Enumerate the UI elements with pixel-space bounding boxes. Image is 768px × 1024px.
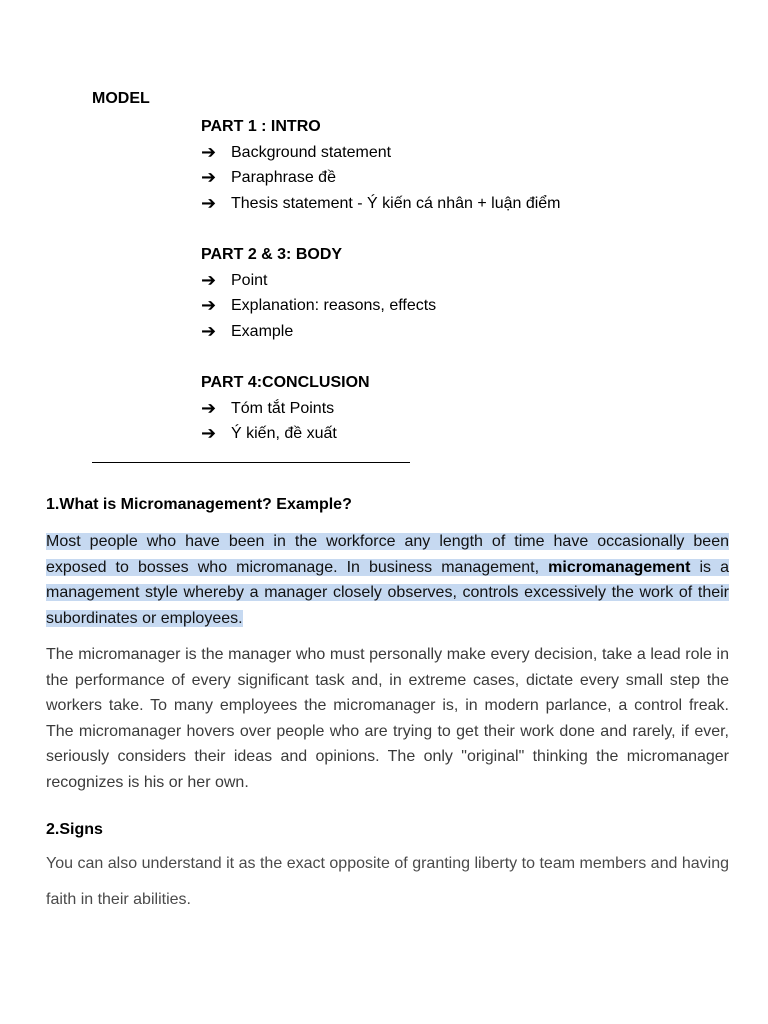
list-item: [201, 421, 721, 447]
arrow-right-icon: ➔: [201, 397, 217, 418]
list-item: [201, 191, 721, 217]
list-item-text: Example: [231, 322, 294, 340]
text-selection[interactable]: [46, 533, 729, 627]
list-item-text: Thesis statement - Ý kiến cá nhân + luận điểm: [231, 194, 561, 212]
para1-text-start: Most people who have been in the workforce any length of time have occasionally been exposed to bosses who micromanage. In business management,: [46, 533, 729, 576]
horizontal-divider: [92, 462, 410, 463]
arrow-right-icon: ➔: [201, 192, 217, 213]
keyword-micromanagement: micromanagement: [548, 558, 691, 576]
list-item: [201, 268, 721, 294]
part-intro-heading: PART 1 : INTRO: [201, 118, 321, 135]
list-item-text: Explanation: reasons, effects: [231, 297, 437, 315]
section2-heading: 2.Signs: [46, 821, 103, 838]
list-item: [201, 396, 721, 422]
part-body-heading: PART 2 & 3: BODY: [201, 245, 343, 263]
arrow-right-icon: ➔: [201, 295, 217, 316]
signs-paragraph: You can also understand it as the exact opposite of granting liberty to team members and having faith in their abilities.: [46, 855, 729, 908]
section1-heading: 1.What is Micromanagement? Example?: [46, 496, 352, 513]
arrow-right-icon: ➔: [201, 423, 217, 444]
list-item: [201, 293, 721, 319]
arrow-right-icon: ➔: [201, 141, 217, 162]
list-item-text: Ý kiến, đề xuất: [231, 425, 337, 443]
part-conclusion-heading: PART 4:CONCLUSION: [201, 373, 370, 391]
list-item-text: Point: [231, 271, 268, 289]
para1-text-end: is a management style whereby a manager closely observes, controls excessively the work of their subordinates or employees.: [46, 558, 729, 627]
list-item-text: Background statement: [231, 143, 392, 161]
model-title: MODEL: [92, 90, 150, 107]
list-item: [201, 319, 721, 345]
arrow-right-icon: ➔: [201, 167, 217, 188]
highlighted-paragraph[interactable]: [46, 529, 729, 631]
micromanager-paragraph: The micromanager is the manager who must personally make every decision, take a lead role in the performance of every significant task and, in extreme cases, dictate every small step the workers take. To many employees the micromanager is, in modern parlance, a control freak. The micromanager hovers over people who are trying to get their work done and rarely, if ever, seriously considers their ideas and opinions. The only "original" thinking the micromanager recognizes is his or her own.: [46, 646, 729, 791]
list-item-text: Tóm tắt Points: [231, 399, 335, 417]
list-item: [201, 140, 721, 166]
list-item-text: Paraphrase đề: [231, 169, 336, 187]
essay-outline: [201, 114, 721, 447]
list-item: [201, 165, 721, 191]
arrow-right-icon: ➔: [201, 320, 217, 341]
arrow-right-icon: ➔: [201, 269, 217, 290]
